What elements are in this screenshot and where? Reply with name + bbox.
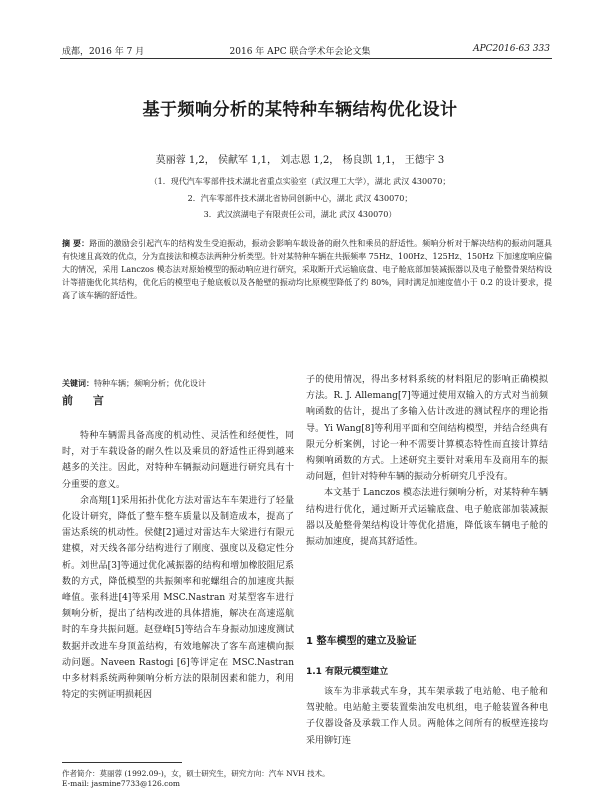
paragraph: 子的使用情况，得出多材料系统的材料阻尼的影响正确模拟方法。R. J. Allemang[7]等通过使用双输入的方式对当前频响函数的估计，提出了多输入估计改进的测试程序的理论指导。Yi Wang[8]等利用平面和空间结构模型，并结合经典有限元分析案例，讨论一种不需要计算模态特性而直接计算结构频响函数的方式。上述研究主要针对乘用车及商用车的振动问题，但针对特种车辆的振动分析研究几乎没有。 [306, 375, 548, 483]
right-column-continued [306, 684, 548, 749]
section-heading-1: 1 整车模型的建立及验证 [306, 636, 417, 647]
header-center: 2016 年 APC 联合学术年会论文集 [229, 47, 371, 57]
paper-title: 基于频响分析的某特种车辆结构优化设计 [142, 100, 458, 120]
subsection-heading-1-1: 1.1 有限元模型建立 [306, 667, 389, 677]
abstract-label: 摘 要： [62, 239, 90, 248]
abstract-text: 路面的激励会引起汽车的结构发生受迫振动，振动会影响车载设备的耐久性和乘员的舒适性。频响分析对于解决结构的振动问题具有快速且高效的优点，分为直接法和模态法两种分析类型。针对某特种车辆在共振频率 75Hz、100Hz、125Hz、150Hz 下加速度响应偏大的情况，采用 Lanczos 模态法对原始模型的振动响应进行研究，采取断开式运输底盘、电子舱底部加装减振器以及电子舱整骨架结构设计等措施优化其结构，优化后的模型电子舱底板以及各舱壁的振动均比原模型降低了约 80%，同时满足加速度值小于 0.2 的设计要求，提高了该车辆的舒适性。 [62, 239, 552, 300]
keywords-text: 特种车辆；频响分析；优化设计 [94, 379, 206, 388]
right-column [306, 372, 548, 550]
section-heading-preface: 前 言 [62, 394, 112, 407]
paragraph: 特种车辆需具备高度的机动性、灵活性和经便性，同时，对于车载设备的耐久性以及乘员的舒适性正得到越来越多的关注。因此，对特种车辆振动问题进行研究具有十分重要的意义。 [62, 431, 294, 490]
keywords-label: 关键词： [62, 379, 94, 388]
affiliation-1: （1．现代汽车零部件技术湖北省重点实验室（武汉理工大学），湖北 武汉 430070； [149, 177, 451, 186]
paragraph: 本文基于 Lanczos 模态法进行频响分析，对某特种车辆结构进行优化，通过断开式运输底盘、电子舱底部加装减振器以及舱整骨架结构设计等优化措施，降低该车辆电子舱的振动加速度，提高其舒适性。 [306, 488, 548, 548]
header-right: APC2016-63 333 [473, 44, 550, 54]
footnote-author-bio: 作者简介：莫丽蓉 (1992.09-)，女，硕士研究生，研究方向：汽车 NVH 技术。 [62, 769, 330, 778]
abstract [62, 237, 552, 302]
header-rule [60, 58, 552, 59]
header-left: 成都，2016 年 7 月 [62, 47, 145, 57]
left-column [62, 428, 294, 703]
affiliation-3: 3．武汉滨湖电子有限责任公司，湖北 武汉 430070） [203, 210, 397, 219]
paragraph: 余高翔[1]采用拓扑优化方法对雷达车车架进行了轻量化设计研究，降低了整车整车质量以及制造成本，提高了雷达系统的机动性。侯健[2]通过对雷达车大梁进行有限元建模，对天线各部分结构进行了刚度、强度以及稳定性分析。刘世品[3]等通过优化减振器的结构和增加橡胶阻尼系数的方式，降低模型的共振频率和驼螺组合的加速度共振峰值。张科进[4]等采用 MSC.Nastran 对某型客车进行频响分析，提出了结构改进的具体措施，解决在高速巡航时的车身共振问题。赵登峰[5]等结合车身振动加速度测试数据并改进车身顶盖结构，有效地解决了客车高速横向振动问题。Naveen Rastogi [6]等评定在 MSC.Nastran 中多材料系统两种频响分析方法的限制因素和能力，利用特定的实例证明损耗因 [62, 495, 294, 701]
footnote-rule [62, 762, 182, 763]
author-list: 莫丽蓉 1,2， 侯献军 1,1， 刘志恩 1,2， 杨良凯 1,1， 王德宇 3 [155, 155, 445, 166]
footnote-email: E-mail: jasmine7733@126.com [62, 779, 180, 788]
paragraph: 该车为非承载式车身，其车架承载了电站舱、电子舱和驾驶舱。电站舱主要装置柴油发电机组，电子舱装置各种电子仪器设备及承载工作人员。两舱体之间所有的板壁连接均采用铆钉连 [306, 687, 548, 746]
affiliation-2: 2．汽车零部件技术湖北省协同创新中心，湖北 武汉 430070； [187, 194, 413, 203]
